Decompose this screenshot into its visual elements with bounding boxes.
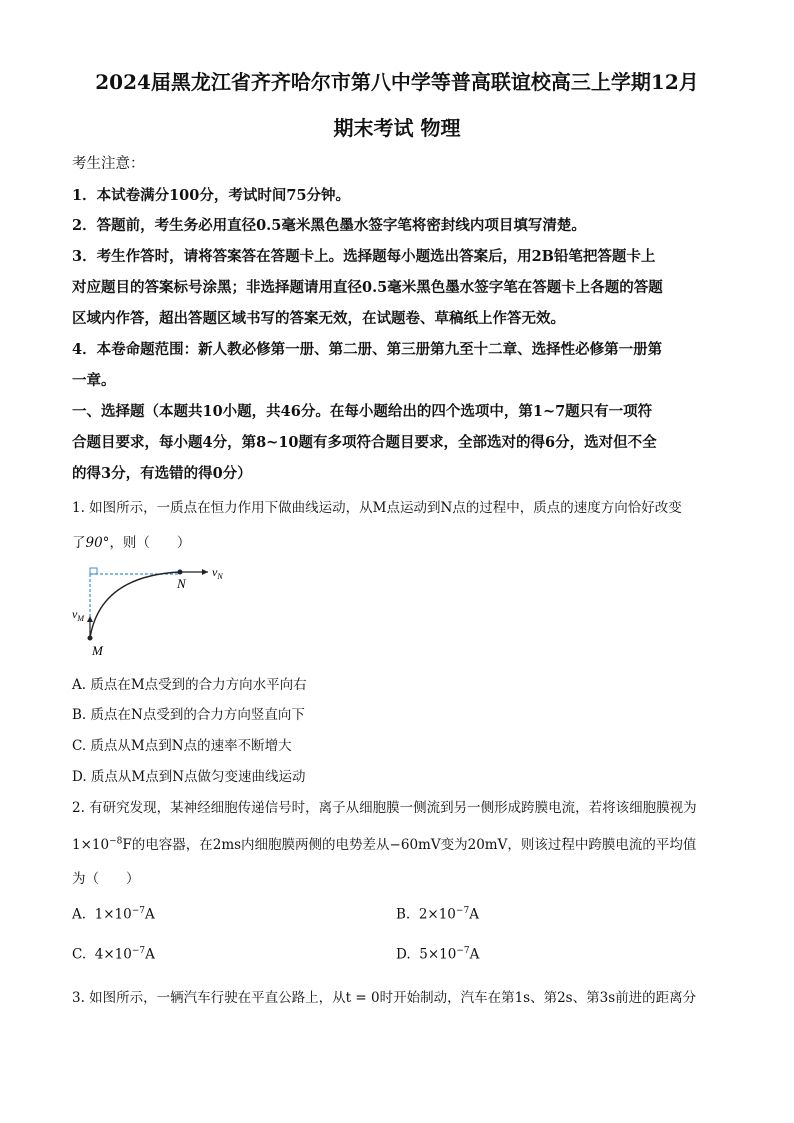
- q2-option-a-base: 1×10: [94, 906, 132, 923]
- q1-option-d: D. 质点从M点到N点做匀变速曲线运动: [72, 769, 306, 785]
- q2-option-b: [396, 906, 479, 923]
- q2-option-d-label: D.: [396, 946, 411, 963]
- q2-option-c-unit: A: [145, 946, 155, 963]
- q2-option-d-unit: A: [469, 946, 480, 963]
- right-angle-mark: [90, 568, 97, 574]
- q2-option-a-exp: −7: [131, 906, 146, 916]
- q3-stem-line-1: 3. 如图所示，一辆汽车行驶在平直公路上，从t = 0时开始制动，汽车在第1s、第2s、第3s前进的距离分: [72, 990, 697, 1006]
- trajectory-curve: [90, 572, 180, 638]
- q2-option-c: [72, 946, 155, 963]
- velocity-n-arrowhead: [202, 569, 208, 575]
- q2-option-d-exp: −7: [456, 946, 470, 956]
- title-line-1: 2024届黑龙江省齐齐哈尔市第八中学等普高联谊校高三上学期12月: [95, 70, 699, 94]
- section-1-heading-cont-1: 合题目要求，每小题4分，第8~10题有多项符合题目要求，全部选对的得6分，选对但不全: [72, 434, 657, 451]
- q2-option-c-base: 4×10: [94, 946, 132, 963]
- notice-3-cont-2: 区域内作答，超出答题区域书写的答案无效，在试题卷、草稿纸上作答无效。: [72, 310, 565, 327]
- q2-option-b-base: 2×10: [418, 906, 456, 923]
- velocity-m-arrowhead: [87, 616, 93, 622]
- q1-option-a: A. 质点在M点受到的合力方向水平向右: [72, 677, 307, 693]
- label-vn-main: v: [212, 565, 218, 579]
- q2-stem-line-1: 2. 有研究发现，某神经细胞传递信号时，离子从细胞膜一侧流到另一侧形成跨膜电流，若将该细胞膜视为: [72, 800, 697, 816]
- notice-2: 2．答题前，考生务必用直径0.5毫米黑色墨水签字笔将密封线内项目填写清楚。: [72, 217, 586, 234]
- q2-option-a-unit: A: [145, 906, 155, 923]
- notice-3: 3．考生作答时，请将答案答在答题卡上。选择题每小题选出答案后，用2B铅笔把答题卡上: [72, 248, 656, 265]
- notice-4: 4．本卷命题范围：新人教必修第一册、第二册、第三册第九至十二章、选择性必修第一册第: [72, 341, 663, 358]
- title-line-2: 期末考试 物理: [333, 116, 461, 140]
- q1-angle: 90°: [85, 535, 110, 551]
- label-vm-main: v: [72, 607, 78, 621]
- q2-option-a: [72, 906, 155, 923]
- q2-stem-line-2: [72, 833, 696, 853]
- q2-stem-line-3: 为（ ）: [72, 871, 140, 887]
- notice-4-cont: 一章。: [72, 372, 116, 389]
- q2-option-c-label: C.: [72, 946, 87, 963]
- q1-figure: [70, 558, 240, 663]
- q2-stem-rest: F的电容器，在2ms内细胞膜两侧的电势差从−60mV变为20mV，则该过程中跨膜电流的平均值: [122, 837, 697, 853]
- q2-capacitance-base: 1×10: [72, 837, 110, 853]
- section-1-heading: 一、选择题（本题共10小题，共46分。在每小题给出的四个选项中，第1~7题只有一项符: [72, 403, 653, 420]
- q1-stem-line-1: 1. 如图所示，一质点在恒力作用下做曲线运动，从M点运动到N点的过程中，质点的速度方向恰好改变: [72, 500, 682, 516]
- notice-3-cont-1: 对应题目的答案标号涂黑；非选择题请用直径0.5毫米黑色墨水签字笔在答题卡上各题的答题: [72, 279, 663, 296]
- label-vm-sub: M: [77, 614, 84, 623]
- q2-option-a-label: A.: [72, 906, 87, 923]
- label-vn: [212, 565, 223, 581]
- q1-stem-line-2: [72, 531, 190, 551]
- label-vm: [72, 607, 85, 623]
- q2-option-b-label: B.: [396, 906, 411, 923]
- point-m: [88, 636, 93, 641]
- label-m: M: [92, 643, 103, 658]
- section-1-heading-cont-2: 的得3分，有选错的得0分）: [72, 465, 252, 482]
- q2-option-b-exp: −7: [455, 906, 470, 916]
- q1-stem-pre: 了: [72, 535, 86, 551]
- q2-option-b-unit: A: [469, 906, 479, 923]
- label-n: N: [177, 576, 186, 591]
- q2-option-d: [396, 946, 479, 963]
- point-n: [178, 570, 183, 575]
- q2-capacitance-exp: −8: [109, 836, 123, 847]
- q2-option-c-exp: −7: [131, 946, 146, 956]
- q1-option-c: C. 质点从M点到N点的速率不断增大: [72, 738, 292, 754]
- q1-option-b: B. 质点在N点受到的合力方向竖直向下: [72, 707, 305, 723]
- notice-1: 1．本试卷满分100分，考试时间75分钟。: [72, 187, 351, 204]
- notice-heading: 考生注意：: [72, 156, 145, 172]
- label-vn-sub: N: [217, 572, 223, 581]
- q2-option-d-base: 5×10: [419, 946, 457, 963]
- q1-stem-post: ，则（ ）: [109, 535, 191, 551]
